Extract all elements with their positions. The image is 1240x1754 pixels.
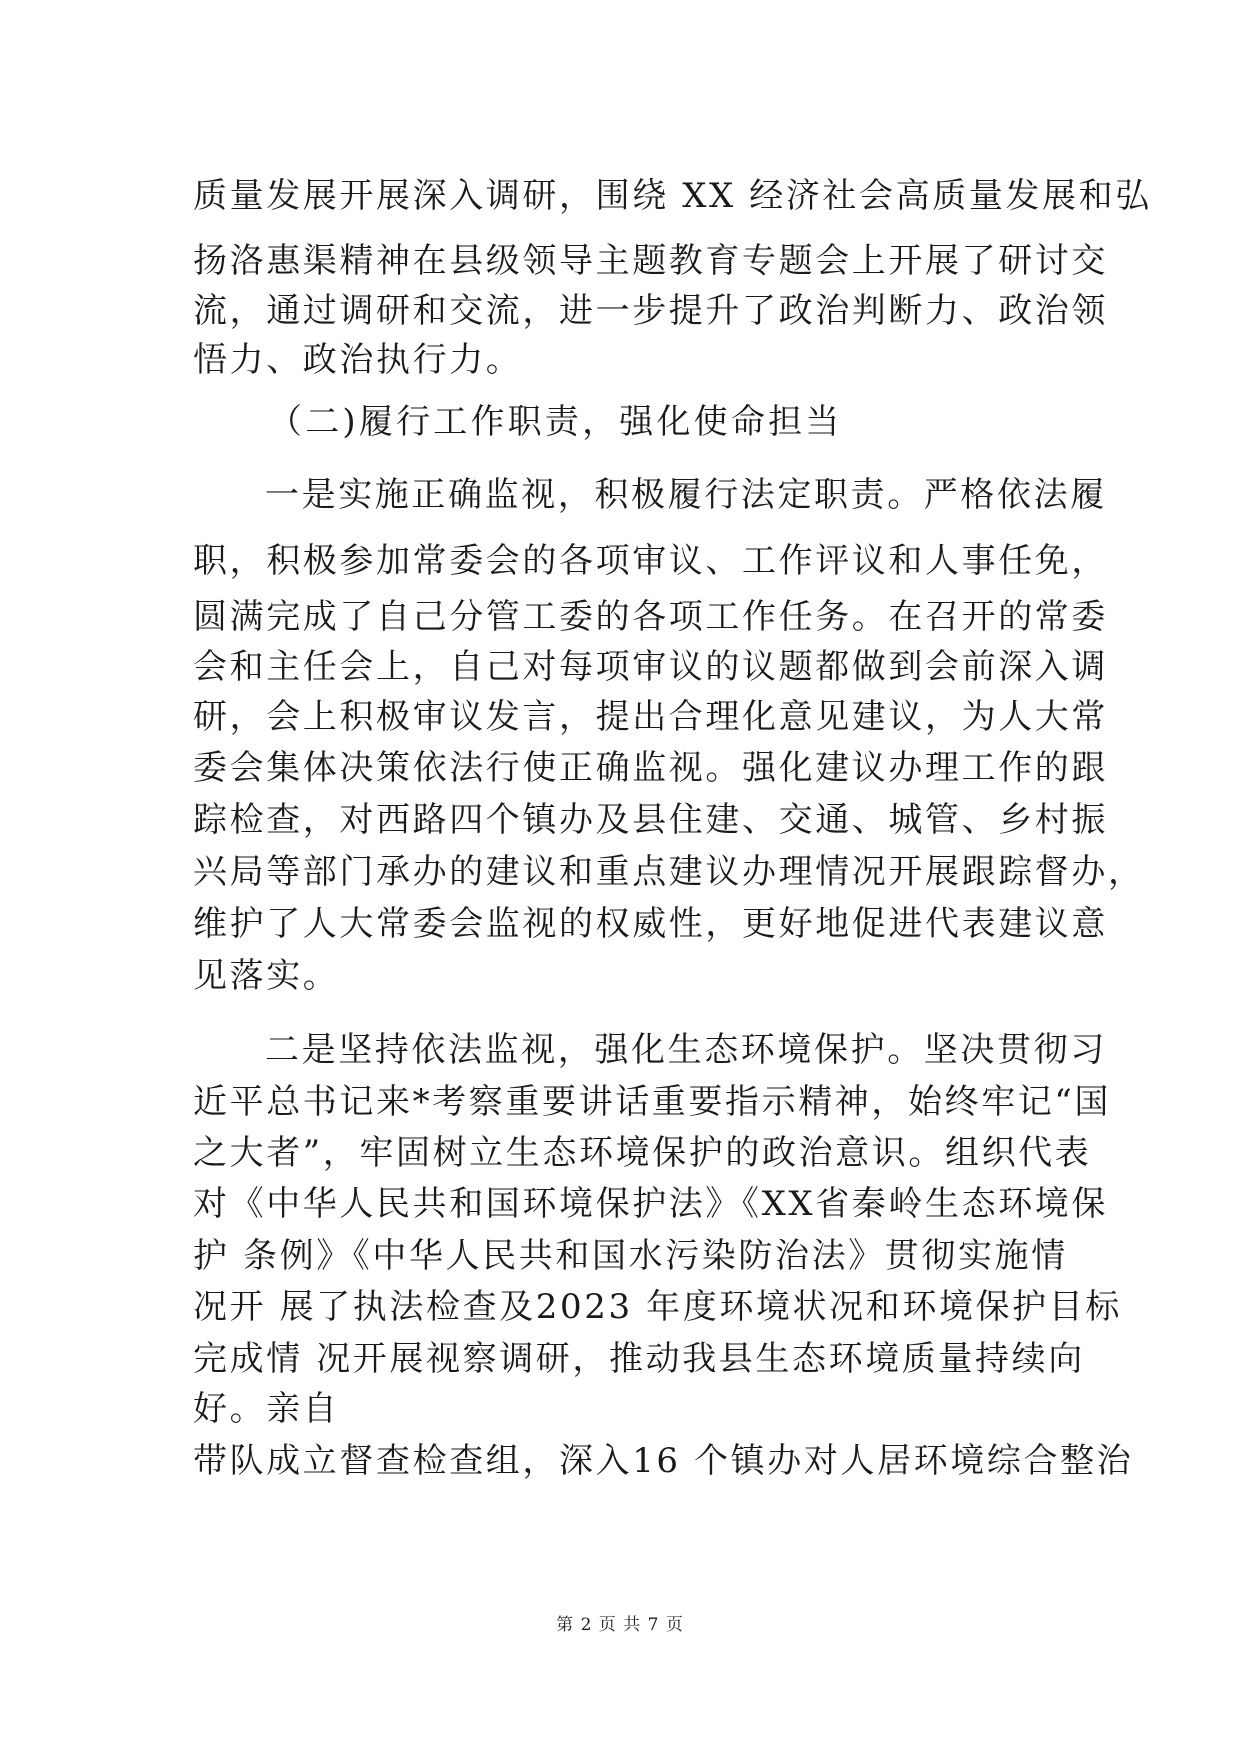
section-heading: （二)履行工作职责，强化使命担当 xyxy=(268,402,843,442)
paragraph-first-line: 二是坚持依法监视，强化生态环境保护。坚决贯彻习 xyxy=(265,1030,1107,1070)
text-line: 近平总书记来*考察重要讲话重要指示精神，始终牢记“国 xyxy=(193,1082,1111,1122)
text-line: 圆满完成了自己分管工委的各项工作任务。在召开的常委 xyxy=(193,597,1108,637)
text-line: 职，积极参加常委会的各项审议、工作评议和人事任免， xyxy=(193,541,1108,581)
text-line: 见落实。 xyxy=(193,956,340,996)
text-line: 之大者”，牢固树立生态环境保护的政治意识。组织代表 xyxy=(193,1133,1092,1173)
text-line: 质量发展开展深入调研，围绕 XX 经济社会高质量发展和弘 xyxy=(193,176,1152,216)
text-line: 会和主任会上，自己对每项审议的议题都做到会前深入调 xyxy=(193,647,1108,687)
paragraph-first-line: 一是实施正确监视，积极履行法定职责。严格依法履 xyxy=(265,475,1107,515)
text-line: 况开 展了执法检查及2023 年度环境状况和环境保护目标 xyxy=(193,1287,1122,1327)
text-line: 研，会上积极审议发言，提出合理化意见建议，为人大常 xyxy=(193,697,1108,737)
text-line: 委会集体决策依法行使正确监视。强化建议办理工作的跟 xyxy=(193,748,1108,788)
text-line: 悟力、政治执行力。 xyxy=(193,340,523,380)
text-line: 兴局等部门承办的建议和重点建议办理情况开展跟踪督办， xyxy=(193,852,1145,892)
text-line: 好。亲自 xyxy=(193,1389,340,1429)
text-line: 对《中华人民共和国环境保护法》《XX省秦岭生态环境保 xyxy=(193,1184,1109,1224)
text-line: 流，通过调研和交流，进一步提升了政治判断力、政治领 xyxy=(193,291,1108,331)
text-line: 扬洛惠渠精神在县级领导主题教育专题会上开展了研讨交 xyxy=(193,241,1108,281)
text-line: 护 条例》《中华人民共和国水污染防治法》贯彻实施情 xyxy=(193,1236,1068,1276)
text-line: 维护了人大常委会监视的权威性，更好地促进代表建议意 xyxy=(193,904,1108,944)
text-line: 完成情 况开展视察调研，推动我县生态环境质量持续向 xyxy=(193,1339,1085,1379)
page-number-footer: 第 2 页 共 7 页 xyxy=(556,1615,684,1635)
text-line: 带队成立督查检查组，深入16 个镇办对人居环境综合整治 xyxy=(193,1441,1134,1481)
text-line: 踪检查，对西路四个镇办及县住建、交通、城管、乡村振 xyxy=(193,800,1108,840)
